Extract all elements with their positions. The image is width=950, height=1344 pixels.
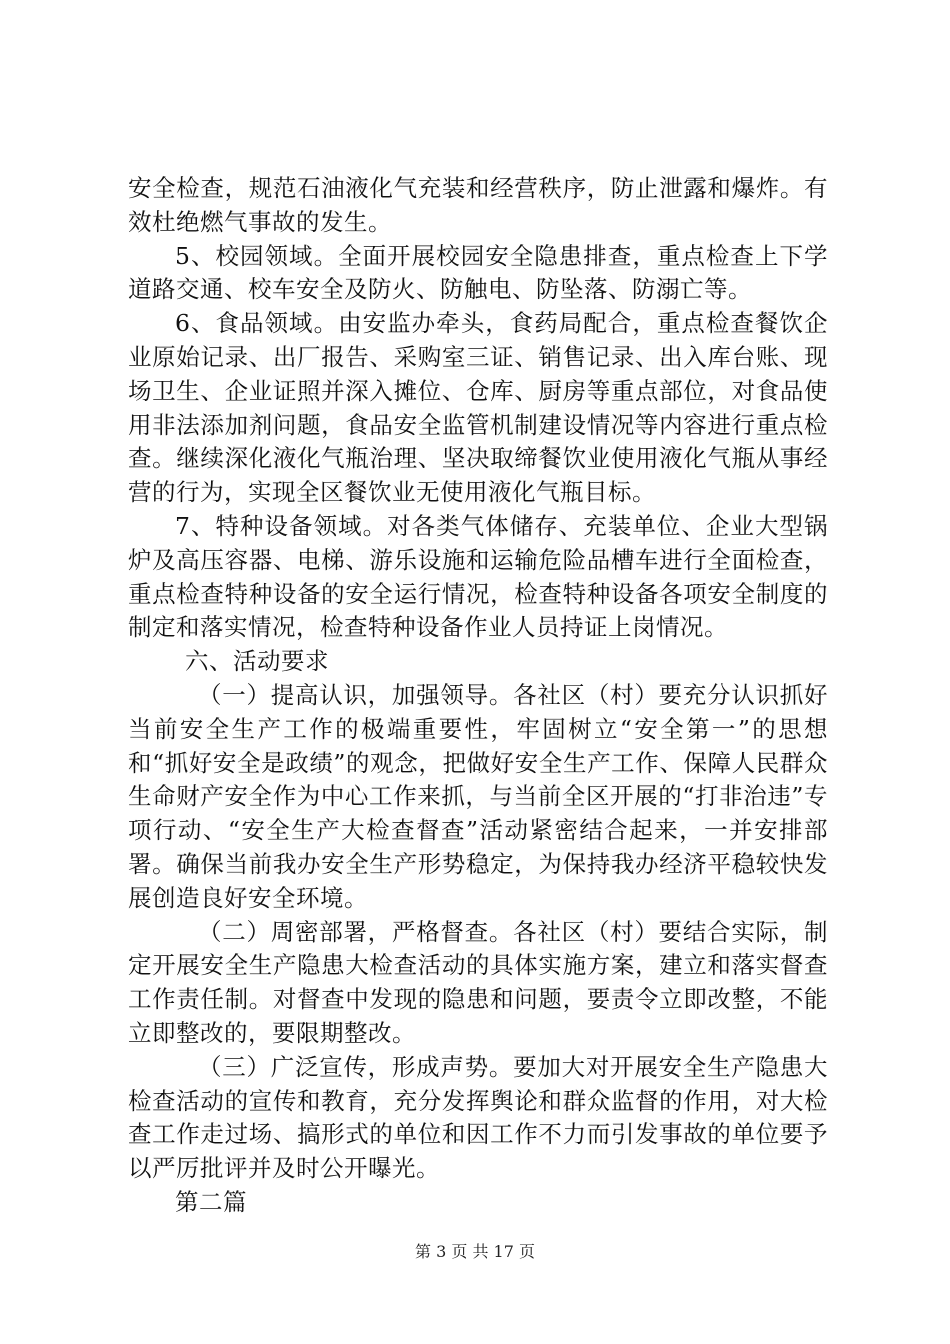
paragraph-lpg-inspection: 安全检查，规范石油液化气充装和经营秩序，防止泄露和爆炸。有效杜绝燃气事故的发生。 (128, 174, 828, 236)
page-footer (0, 1242, 950, 1262)
page-number-label: 第 3 页 共 17 页 (415, 1242, 535, 1261)
section-heading-activity-requirements: 六、活动要求 (185, 647, 329, 676)
heading-second-part: 第二篇 (175, 1187, 247, 1216)
paragraph-campus-field: 5、校园领域。全面开展校园安全隐患排查，重点检查上下学道路交通、校车安全及防火、防触电、防坠落、防溺亡等。 (128, 241, 828, 304)
document-body (128, 172, 828, 1220)
paragraph-requirement-3: （三）广泛宣传，形成声势。要加大对开展安全生产隐患大检查活动的宣传和教育，充分发挥舆论和群众监督的作用，对大检查工作走过场、搞形式的单位和因工作不力而引发事故的单位要予以严厉批评并及时公开曝光。 (128, 1052, 828, 1183)
paragraph-requirement-2: （二）周密部署，严格督查。各社区（村）要结合实际，制定开展安全生产隐患大检查活动的具体实施方案，建立和落实督查工作责任制。对督查中发现的隐患和问题，要责令立即改整，不能立即整改的，要限期整改。 (128, 917, 828, 1047)
paragraph-requirement-1: （一）提高认识，加强领导。各社区（村）要充分认识抓好当前安全生产工作的极端重要性，牢固树立“安全第一”的思想和“抓好安全是政绩”的观念，把做好安全生产工作、保障人民群众生命财产安全作为中心工作来抓，与当前全区开展的“打非治违”专项行动、“安全生产大检查督查”活动紧密结合起来，一并安排部署。确保当前我办安全生产形势稳定，为保持我办经济平稳较快发展创造良好安全环境。 (128, 680, 828, 912)
paragraph-special-equipment-field: 7、特种设备领域。对各类气体储存、充装单位、企业大型锅炉及高压容器、电梯、游乐设施和运输危险品槽车进行全面检查，重点检查特种设备的安全运行情况，检查特种设备各项安全制度的制定和落实情况，检查特种设备作业人员持证上岗情况。 (128, 511, 828, 642)
paragraph-food-field: 6、食品领域。由安监办牵头，食药局配合，重点检查餐饮企业原始记录、出厂报告、采购室三证、销售记录、出入库台账、现场卫生、企业证照并深入摊位、仓库、厨房等重点部位，对食品使用非法添加剂问题，食品安全监管机制建设情况等内容进行重点检查。继续深化液化气瓶治理、坚决取缔餐饮业使用液化气瓶从事经营的行为，实现全区餐饮业无使用液化气瓶目标。 (128, 309, 828, 507)
